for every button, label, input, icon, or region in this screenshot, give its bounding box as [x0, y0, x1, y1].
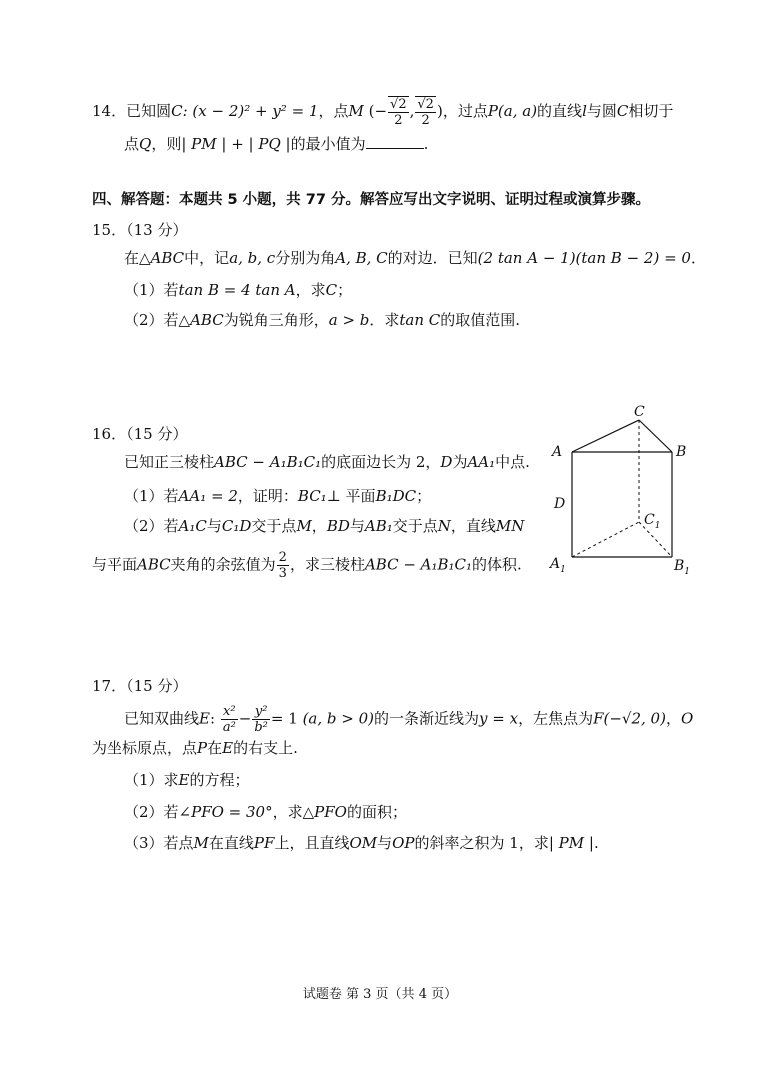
q17-length-pm: | PM | — [548, 834, 594, 852]
label-b1 — [673, 558, 690, 577]
q16-text: ； — [416, 487, 432, 505]
q17-text: ， — [665, 709, 681, 728]
q16-line-ab1: AB₁ — [364, 517, 393, 535]
q16-part2-line2 — [92, 550, 522, 581]
q16-plane: B₁DC — [375, 487, 417, 505]
q14-point-q: Q — [139, 135, 152, 153]
edge-ac — [572, 420, 639, 452]
q14-answer-blank — [366, 134, 424, 149]
q16-text: ，直线 — [450, 517, 496, 535]
q16-line-bc1: BC₁ — [297, 487, 327, 505]
q14-circle-equation: : (x − 2)² + y² = 1 — [182, 102, 319, 120]
q16-text: 与 — [349, 517, 365, 535]
q15-part1 — [124, 280, 352, 300]
q17-text: 上，且直线 — [274, 834, 350, 852]
page-footer: 试题卷 第 3 页（共 4 页） — [302, 987, 458, 1002]
q17-eq1: = 1 — [270, 709, 298, 728]
q14-text: ，过点 — [442, 102, 488, 120]
q16-line-c1d: C₁D — [221, 517, 252, 535]
q17-colon: : — [209, 709, 216, 728]
label-d: D — [554, 496, 566, 512]
q16-point-m: M — [296, 517, 312, 535]
q14-text: ，则 — [151, 135, 182, 153]
q16-part1-condition: AA₁ = 2 — [178, 487, 238, 505]
q15-text: 在△ — [124, 249, 151, 267]
q16-stem — [124, 452, 530, 472]
q17-angle-condition: ∠PFO = 30° — [178, 803, 273, 821]
q17-focus: F(−√2, 0) — [593, 709, 666, 728]
q17-minus: − — [238, 709, 252, 728]
label-c1 — [644, 512, 660, 531]
q16-edge-aa1: AA₁ — [467, 453, 496, 471]
q15-angles: A, B, C — [335, 249, 388, 267]
q17-text: 在 — [207, 739, 223, 757]
q14-expression: | PM | + | PQ | — [181, 135, 291, 153]
q16-text: ，证明： — [237, 487, 298, 505]
q17-y2: y² — [252, 704, 270, 720]
q14-point-p: P(a, a) — [487, 102, 538, 120]
q16-text: 交于点 — [251, 517, 297, 535]
q16-point-d: D — [440, 453, 453, 471]
q17-line-pf: PF — [253, 834, 275, 852]
q17-stem-line1 — [124, 704, 693, 735]
q16-line-mn: MN — [495, 517, 525, 535]
q16-text: 与平面 — [92, 555, 138, 574]
q15-triangle: ABC — [150, 249, 185, 267]
q17-text: 为坐标原点，点 — [92, 739, 198, 757]
label-b1-main: B — [674, 558, 685, 574]
q16-text: ⊥ 平面 — [326, 487, 376, 505]
q16-heading: 16．（15 分） — [92, 425, 188, 443]
q16-part2-line1 — [124, 516, 524, 536]
q16-text: 交于点 — [392, 517, 438, 535]
q17-a2: a² — [222, 720, 236, 735]
q16-text: ， — [311, 517, 327, 535]
q15-text: ，求 — [295, 281, 326, 299]
q16-text: 中点. — [495, 453, 530, 471]
q17-text: 的方程； — [189, 771, 250, 789]
q17-part2 — [124, 802, 407, 822]
q17-hyperbola-e: E — [199, 709, 210, 728]
q17-x2: x² — [221, 704, 238, 720]
q15-text: 为锐角三角形， — [223, 311, 329, 329]
label-a1 — [548, 556, 566, 575]
q15-part1-condition: tan B = 4 tan A — [178, 281, 296, 299]
q16-text: （1）若 — [124, 487, 179, 505]
q16-fraction-den: 3 — [278, 566, 287, 581]
q16-prism: ABC − A₁B₁C₁ — [214, 453, 322, 471]
q17-text: . — [593, 834, 599, 852]
q14-text: 点 — [124, 135, 140, 153]
q15-angle-c: C — [325, 281, 338, 299]
q14-point-m: M — [348, 102, 364, 120]
q17-text: 的斜率之积为 1，求 — [414, 834, 549, 852]
q15-text: 的对边．已知 — [387, 249, 478, 267]
q17-text: 的右支上. — [233, 739, 298, 757]
q16-part1 — [124, 486, 431, 506]
q17-origin: O — [680, 709, 694, 728]
q14-text: ，点 — [318, 102, 349, 120]
prism-figure — [540, 400, 700, 580]
q17-triangle-pfo: PFO — [314, 803, 347, 821]
q16-line-a1c: A₁C — [178, 517, 207, 535]
q14-line-l: l — [582, 102, 587, 120]
q14-text: 与圆 — [586, 102, 617, 120]
q14-text: . — [423, 135, 429, 153]
q17-hyperbola-e: E — [178, 771, 190, 789]
q16-line-bd: BD — [326, 517, 350, 535]
q17-point-p: P — [197, 739, 208, 757]
q17-hyperbola-e: E — [222, 739, 234, 757]
q15-triangle: ABC — [190, 311, 224, 329]
q17-text: 与 — [377, 834, 393, 852]
q15-part2 — [124, 310, 520, 330]
q16-text: 的体积. — [472, 555, 522, 574]
q17-fraction-x — [221, 704, 238, 735]
q15-condition: (2 tan A − 1)(tan B − 2) = 0 — [477, 249, 691, 267]
label-a: A — [552, 444, 563, 460]
q16-text: 与 — [206, 517, 222, 535]
q16-fraction-num: 2 — [278, 550, 287, 565]
q17-fraction-y — [252, 704, 270, 735]
edge-cb — [639, 420, 672, 452]
q16-fraction — [277, 550, 289, 581]
label-c1-sub: 1 — [654, 521, 661, 531]
q15-text: （1）若 — [124, 281, 179, 299]
q14-text: 的直线 — [537, 102, 583, 120]
q16-text: ，求三棱柱 — [289, 555, 365, 574]
q17-condition: (a, b > 0) — [302, 709, 375, 728]
q17-line-om: OM — [349, 834, 378, 852]
q14-text: 14．已知圆 — [92, 102, 172, 120]
q14-line2 — [124, 134, 428, 154]
q17-part3 — [124, 833, 599, 853]
q15-sides: a, b, c — [229, 249, 276, 267]
q17-text: （2）若 — [124, 803, 179, 821]
q15-tan-c: tan C — [399, 311, 441, 329]
q15-text: ．求 — [369, 311, 400, 329]
q14-line1 — [92, 96, 673, 128]
q14-text: 相切于 — [628, 102, 674, 120]
q16-text: 夹角的余弦值为 — [170, 555, 276, 574]
q17-heading: 17．（15 分） — [92, 677, 188, 695]
q14-circle-c: C — [616, 102, 629, 120]
q16-text: （2）若 — [124, 517, 179, 535]
label-b: B — [676, 444, 687, 460]
q17-part1 — [124, 770, 250, 790]
q17-stem-line2 — [92, 738, 298, 758]
q17-asymptote: y = x — [479, 709, 519, 728]
q14-circle-c: C — [171, 102, 183, 120]
q17-point-m: M — [193, 834, 209, 852]
q16-prism: ABC − A₁B₁C₁ — [364, 555, 473, 574]
q17-text: 已知双曲线 — [124, 709, 200, 728]
q17-text: ，左焦点为 — [518, 709, 594, 728]
q15-text: 的取值范围. — [440, 311, 521, 329]
q16-text: 已知正三棱柱 — [124, 453, 215, 471]
q17-b2: b² — [254, 720, 268, 735]
q17-text: 在直线 — [208, 834, 254, 852]
q17-line-op: OP — [392, 834, 415, 852]
q17-text: （1）求 — [124, 771, 179, 789]
q17-text: （3）若点 — [124, 834, 194, 852]
q15-text: 中，记 — [184, 249, 230, 267]
label-a1-main: A — [550, 556, 561, 572]
label-c: C — [634, 404, 645, 420]
q15-inequality: a > b — [328, 311, 370, 329]
q14-point-m-coords: (− $\frac{√2}{2}$ , $\frac{√2}{2}$ ) — [368, 97, 443, 128]
q17-text: 的一条渐近线为 — [374, 709, 480, 728]
q15-text: 分别为角 — [275, 249, 336, 267]
section-4-heading: 四、解答题：本题共 5 小题，共 77 分。解答应写出文字说明、证明过程或演算步骤。 — [92, 192, 650, 208]
q15-stem — [124, 248, 706, 268]
q17-text: 的面积； — [346, 803, 407, 821]
q15-heading: 15．（13 分） — [92, 221, 188, 239]
q16-point-n: N — [437, 517, 451, 535]
label-b1-sub: 1 — [684, 567, 691, 577]
q17-text: ，求△ — [272, 803, 315, 821]
q15-text: ． — [690, 249, 706, 267]
label-c1-main: C — [644, 512, 655, 528]
edge-a1c1 — [572, 522, 639, 557]
q15-text: ； — [337, 281, 353, 299]
label-a1-sub: 1 — [560, 565, 566, 575]
q15-text: （2）若△ — [124, 311, 191, 329]
q16-plane-abc: ABC — [137, 555, 171, 574]
q14-text: 的最小值为 — [290, 135, 366, 153]
q16-text: 为 — [452, 453, 468, 471]
q16-text: 的底面边长为 2， — [321, 453, 441, 471]
